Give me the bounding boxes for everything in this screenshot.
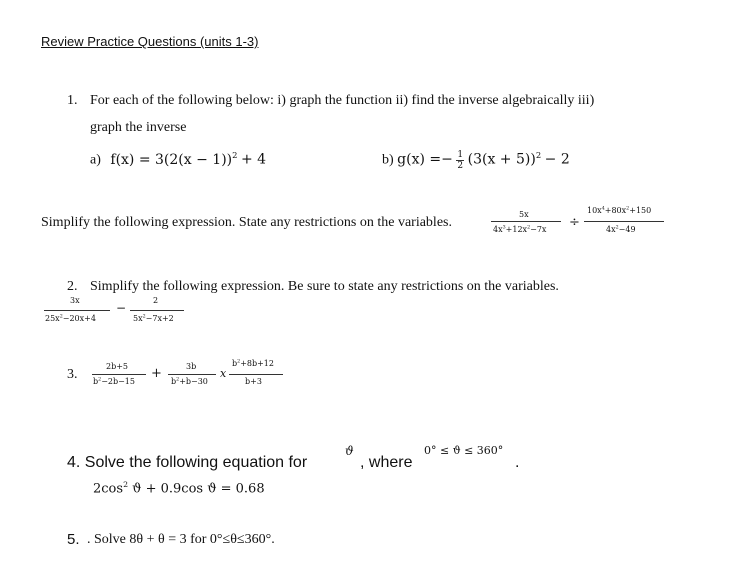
q3-f3-denominator: b+3 <box>245 377 262 386</box>
simplify-f1-den-b-exp: 2 <box>527 225 531 231</box>
q1-part-a <box>90 150 266 169</box>
simplify-f2-num-a-exp: 4 <box>601 206 605 212</box>
q1-a-exponent: 2 <box>232 150 238 160</box>
q2-f1-den-b: −20x+4 <box>62 314 96 323</box>
q5-number: 5. <box>67 531 80 548</box>
simplify-f1-den-b: +12x <box>505 225 528 234</box>
q2-f2-den-a: 5x <box>133 314 143 323</box>
q3-f3-num-b: +8b+12 <box>240 359 274 368</box>
q3-f3-num-a: b <box>232 359 238 368</box>
q3-plus-operator: + <box>151 366 162 381</box>
simplify-f2-den-a-exp: 2 <box>615 225 619 231</box>
q3-f3-bar <box>229 374 283 375</box>
q4-eq-a-exp: 2 <box>123 480 129 489</box>
q1-b-fraction <box>456 150 464 171</box>
q3-f3-numerator <box>232 359 274 368</box>
q2-f1-den-a-exp: 2 <box>59 314 63 320</box>
q1-a-expression: f(x) = 3(2(x − 1)) <box>110 151 233 168</box>
q2-text: Simplify the following expression. Be sure to state any restrictions on the variables. <box>90 279 559 294</box>
q4-eq-a: 2cos <box>93 481 124 497</box>
q1-b-exponent: 2 <box>535 150 542 161</box>
page-title: Review Practice Questions (units 1-3) <box>41 34 259 49</box>
q1-part-b <box>382 150 570 171</box>
q4-where: , where <box>360 454 413 471</box>
q3-f2-den-a-exp: 2 <box>176 377 180 383</box>
q2-f1-numerator: 3x <box>70 296 80 305</box>
q1-number: 1. <box>67 93 78 108</box>
q1-b-tail: − 2 <box>544 151 570 168</box>
q1-a-label: a) <box>90 152 101 168</box>
simplify-f2-num-b-exp: 2 <box>626 206 630 212</box>
simplify-f2-num-c: +150 <box>629 206 652 215</box>
q2-f2-den-b: −7x+2 <box>145 314 174 323</box>
q3-f2-numerator: 3b <box>186 362 197 371</box>
q1-b-expression-mid: (3(x + 5)) <box>467 151 536 168</box>
q1-b-fraction-num: 1 <box>457 150 464 160</box>
simplify-f1-denominator <box>493 225 546 234</box>
q2-f1-denominator <box>45 314 96 323</box>
simplify-text: Simplify the following expression. State any restrictions on the variables. <box>41 215 452 230</box>
simplify-f2-num-a: 10x <box>587 206 602 215</box>
q1-b-expression-start: g(x) =− <box>397 151 453 168</box>
simplify-f2-den-a: 4x <box>606 225 616 234</box>
q3-f1-den-a-exp: 2 <box>98 377 102 383</box>
q3-f1-bar <box>92 374 146 375</box>
simplify-f2-numerator <box>587 206 651 215</box>
q3-f1-numerator: 2b+5 <box>106 362 129 371</box>
q5-text: . Solve 8θ + θ = 3 for 0°≤θ≤360°. <box>87 532 275 547</box>
simplify-f1-numerator: 5x <box>519 210 529 219</box>
q4-eq-b: ϑ + 0.9cos ϑ = 0.68 <box>132 481 265 497</box>
divide-operator: ÷ <box>569 215 580 230</box>
q4-equation <box>93 480 265 496</box>
q1-b-fraction-den: 2 <box>457 161 464 171</box>
simplify-f2-num-b: +80x <box>604 206 627 215</box>
simplify-f1-den-a-exp: 3 <box>502 225 506 231</box>
simplify-f1-bar <box>491 221 561 222</box>
q4-variable: ϑ <box>345 444 354 458</box>
q3-number: 3. <box>67 367 78 382</box>
simplify-f1-den-a: 4x <box>493 225 503 234</box>
q4-text: 4. Solve the following equation for <box>67 454 308 471</box>
q4-range: 0° ≤ ϑ ≤ 360° <box>424 444 504 457</box>
q4-period: . <box>515 454 520 471</box>
simplify-f2-bar <box>584 221 664 222</box>
q2-f2-numerator: 2 <box>153 296 159 305</box>
q2-f1-bar <box>44 310 110 311</box>
q2-f2-den-a-exp: 2 <box>142 314 146 320</box>
q1-text-line2: graph the inverse <box>90 120 187 135</box>
q3-f2-denominator <box>171 377 208 386</box>
q3-f1-denominator <box>93 377 135 386</box>
q3-f2-den-b: +b−30 <box>179 377 208 386</box>
q2-f2-bar <box>130 310 184 311</box>
q1-a-tail: + 4 <box>240 151 267 168</box>
simplify-f2-denominator <box>606 225 636 234</box>
q3-f2-den-a: b <box>171 377 177 386</box>
q1-b-label: b) <box>382 152 394 168</box>
q3-f2-bar <box>168 374 216 375</box>
q3-times-operator: x <box>220 367 227 380</box>
q3-f1-den-b: −2b−15 <box>101 377 135 386</box>
q2-f1-den-a: 25x <box>45 314 60 323</box>
q3-f3-num-a-exp: 2 <box>237 359 241 365</box>
simplify-f2-den-b: −49 <box>618 225 636 234</box>
q3-f1-den-a: b <box>93 377 99 386</box>
q2-f2-denominator <box>133 314 174 323</box>
q1-text-line1: For each of the following below: i) graph the function ii) find the inverse algebraically iii) <box>90 93 595 108</box>
q2-minus-operator: − <box>116 301 127 315</box>
q2-number: 2. <box>67 279 78 294</box>
simplify-f1-den-c: −7x <box>530 225 547 234</box>
